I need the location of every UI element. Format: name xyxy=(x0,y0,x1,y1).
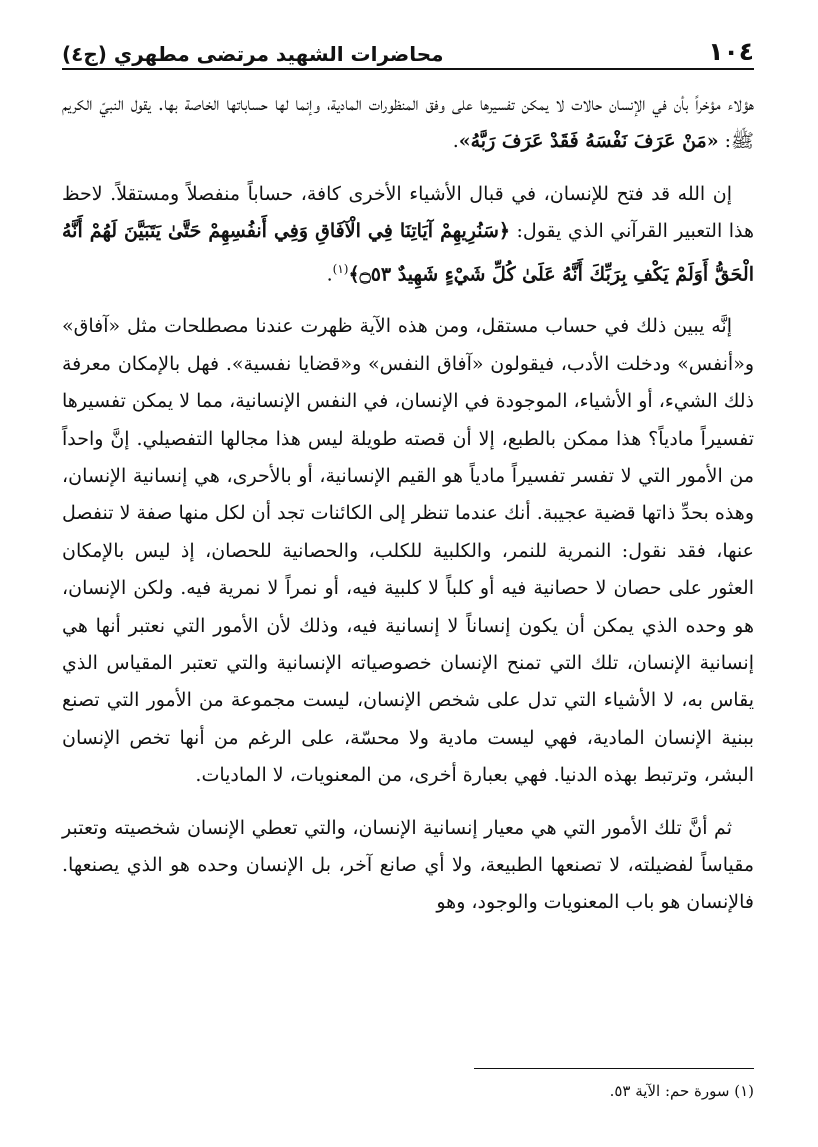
paragraph-2 xyxy=(62,176,754,294)
body-text xyxy=(62,86,754,922)
paragraph-1-end: . xyxy=(452,130,459,153)
footnote-divider xyxy=(474,1068,754,1069)
page-number: ١٠٤ xyxy=(708,37,754,66)
footnote-1: (١) سورة حم: الآية ٥٣. xyxy=(609,1082,754,1100)
page-header xyxy=(62,26,754,70)
paragraph-2-end: . xyxy=(326,262,333,285)
paragraph-1 xyxy=(62,86,754,161)
quran-verse: ﴿سَنُرِيهِمْ آيَاتِنَا فِي الْآفَاقِ وَفِي أَنفُسِهِمْ حَتَّىٰ يَتَبَيَّنَ لَهُمْ أَنَّهُ الْحَقُّ أَوَلَمْ يَكْفِ بِرَبِّكَ أَنَّهُ عَلَىٰ كُلِّ شَيْءٍ شَهِيدٌ ۝٥٣﴾ xyxy=(62,220,754,285)
paragraph-3: إنَّه يبين ذلك في حساب مستقل، ومن هذه الآية ظهرت عندنا مصطلحات مثل «آفاق» و«أنفس» ودخلت الأدب، فيقولون «آفاق النفس» و«قضايا نفسية». فهل بالإمكان معرفة ذلك الشيء، أو الأشياء، الموجودة في الإنسان، في النفس الإنسانية، مما لا يمكن تفسيرها تفسيراً مادياً؟ هذا ممكن بالطبع، إلا أن قصته طويلة ليس هذا مجالها التفصيلي. إنَّ واحداً من الأمور التي لا تفسر تفسيراً مادياً هو القيم الإنسانية، أو بالأحرى، هي إنسانية الإنسان، وهذه بحدِّ ذاتها قضية عجيبة. أنك عندما تنظر إلى الكائنات تجد أن لكل منها صفة لا تنفصل عنها، فقد نقول: النمرية للنمر، والكلبية للكلب، والحصانية للحصان، إذ ليس بالإمكان العثور على حصان لا حصانية فيه أو كلباً لا كلبية فيه، أو نمراً لا نمرية فيه. ولكن الإنسان، هو وحده الذي يمكن أن يكون إنساناً لا إنسانية فيه، وذلك لأن الأمور التي نعتبر أنها هي إنسانية الإنسان، تلك التي تمنح الإنسان خصوصياته الإنسانية والتي تعتبر المقياس الذي يقاس به، لا الأشياء التي تدل على شخص الإنسان، ليست مجموعة من الأمور التي تصنع ببنية الإنسان المادية، فهي ليست مادية ولا محسّة، على الرغم من أنها تخص الإنسان البشر، وترتبط بهذه الدنيا. فهي بعبارة أخرى، من المعنويات، لا الماديات. xyxy=(62,315,754,787)
footnote-area xyxy=(62,1068,754,1103)
document-page xyxy=(62,26,754,1126)
paragraph-1-text: هؤلاء مؤخراً بأن في الإنسان حالات لا يمكن تفسيرها على وفق المنظورات المادية، وإنما لها حساباتها الخاصة بها. يقول النبيّ الكريم ﷺ: xyxy=(62,93,754,153)
running-title: محاضرات الشهيد مرتضى مطهري (ج٤) xyxy=(62,42,444,66)
hadith-quote: «مَنْ عَرَفَ نَفْسَهُ فَقَدْ عَرَفَ رَبَّهُ» xyxy=(458,130,719,153)
paragraph-4: ثم أنَّ تلك الأمور التي هي معيار إنسانية الإنسان، والتي تعطي الإنسان شخصيته وتعتبر مقياساً لفضيلته، لا تصنعها الطبيعة، ولا أي صانع آخر، بل الإنسان وحده هو الذي يصنعها. فالإنسان هو باب المعنويات والوجود، وهو xyxy=(62,816,754,914)
paragraph-2-text: إن الله قد فتح للإنسان، في قبال الأشياء الأخرى كافة، حساباً منفصلاً ومستقلاً. لاحظ هذا التعبير القرآني الذي يقول: xyxy=(62,182,754,243)
footnote-ref: (١) xyxy=(332,261,349,276)
